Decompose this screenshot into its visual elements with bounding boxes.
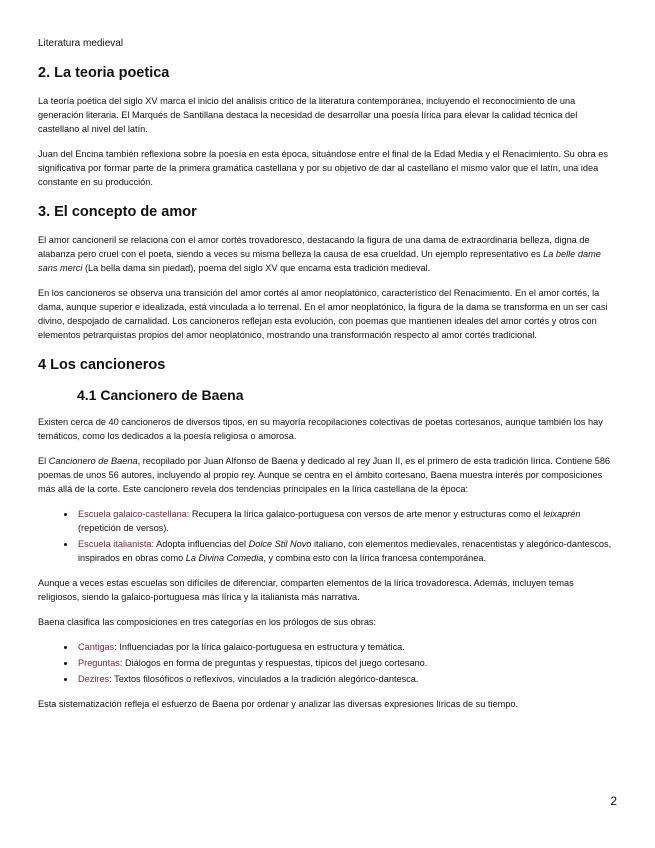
list-item-term: Cantigas	[78, 642, 115, 652]
text-run: El amor cancioneril se relaciona con el amor cortés trovadoresco, destacando la figura de una dama de extraordinaria belleza, digna de alabanza pero cruel con el poeta, siendo a veces su misma belleza la causa de esa crueldad. Un ejemplo representativo es	[38, 235, 590, 259]
paragraph	[38, 454, 616, 496]
list-item	[76, 507, 616, 535]
page-content	[38, 64, 616, 722]
running-header: Literatura medieval	[38, 38, 124, 49]
list-item-term: Dezires	[78, 674, 110, 684]
list-item-term: Escuela italianista:	[78, 539, 155, 549]
categories-list	[38, 640, 616, 686]
subsection-heading-cancionero-baena: 4.1 Cancionero de Baena	[77, 387, 244, 403]
text-run: : Diálogos en forma de preguntas y respuestas, típicos del juego cortesano.	[119, 658, 428, 668]
list-item	[76, 656, 616, 670]
paragraph: La teoría poética del siglo XV marca el inicio del análisis crítico de la literatura contemporánea, incluyendo el reconocimiento de una generación literaria. El Marqués de Santillana destaca la necesidad de desarrollar una poesía lírica para elevar la calidad técnica del castellano al nivel del latín.	[38, 96, 578, 134]
italic-title: La Divina Comedia	[185, 553, 264, 563]
page-number: 2	[610, 794, 617, 808]
paragraph: Aunque a veces estas escuelas son difíciles de diferenciar, comparten elementos de la lírica trovadoresca. Además, incluyen temas religiosos, siendo la galaico-portuguesa más lírica y la italianista más narrativa.	[38, 578, 574, 602]
list-item	[76, 537, 616, 565]
paragraph: Existen cerca de 40 cancioneros de diversos tipos, en su mayoría recopilaciones colectivas de poetas cortesanos, aunque también los hay temáticos, como los dedicados a la poesía religiosa o amorosa.	[38, 417, 603, 441]
italic-term: leixaprén	[543, 509, 581, 519]
text-run: italiano, con elementos medievales, renacentistas y alegórico-dantescos, inspirados en obras como	[78, 539, 612, 563]
section-heading-teoria-poetica: 2. La teoria poetica	[38, 65, 170, 81]
list-item	[76, 640, 616, 654]
text-run: Recupera la lírica galaico-portuguesa con versos de arte menor y estructuras como el	[189, 509, 544, 519]
paragraph: Juan del Encina también reflexiona sobre la poesía en esta época, situándose entre el final de la Edad Media y el Renacimiento. Su obra es significativa por formar parte de la primera gramática castellana y por su objetivo de dar al castellano el mismo valor que el latín, una idea constante en su producción.	[38, 149, 608, 187]
text-run: Adopta influencias del	[154, 539, 249, 549]
italic-title: La belle dame sans merci	[38, 249, 601, 273]
paragraph: Esta sistematización refleja el esfuerzo de Baena por ordenar y analizar las diversas expresiones líricas de su tiempo.	[38, 699, 519, 709]
text-run: , y combina esto con la lírica francesa contemporánea.	[263, 553, 487, 563]
section-heading-cancioneros: 4 Los cancioneros	[38, 357, 166, 373]
italic-term: Dolce Stil Novo	[248, 539, 312, 549]
paragraph	[38, 233, 616, 275]
text-run: El	[38, 456, 49, 466]
list-item	[76, 672, 616, 686]
schools-list	[38, 507, 616, 565]
text-run: , recopilado por Juan Alfonso de Baena y dedicado al rey Juan II, es el primero de esta tradición lírica. Contiene 586 poemas de unos 56 autores, incluyendo al propio rey. Aunque se centra en el ámbito cortesano, Baena muestra interés por composiciones más allá de la corte. Este cancionero revela dos tendencias principales en la lírica castellana de la época:	[38, 456, 611, 494]
text-run: (repetición de versos).	[78, 523, 169, 533]
text-run: (La bella dama sin piedad), poema del siglo XV que encarna esta tradición medieval.	[82, 263, 431, 273]
italic-title: Cancionero de Baena	[48, 456, 138, 466]
paragraph: En los cancioneros se observa una transición del amor cortés al amor neoplatónico, característico del Renacimiento. En el amor cortés, la dama, aunque superior e idealizada, está vinculada a lo terrenal. En el amor neoplatónico, la figura de la dama se transforma en un ser casi divino, despojado de carnalidad. Los cancioneros reflejan esta evolución, con poemas que mantienen ideales del amor cortés y otros con elementos petrarquistas propios del amor neoplatónico, mostrando una transformación respecto al amor cortés tradicional.	[38, 288, 608, 340]
text-run: : Influenciadas por la lírica galaico-portuguesa en estructura y temática.	[114, 642, 405, 652]
text-run: : Textos filosóficos o reflexivos, vinculados a la tradición alegórico-dantesca.	[109, 674, 419, 684]
list-item-term: Preguntas	[78, 658, 120, 668]
paragraph: Baena clasifica las composiciones en tres categorías en los prólogos de sus obras:	[38, 617, 377, 627]
list-item-term: Escuela galaico-castellana:	[78, 509, 190, 519]
section-heading-concepto-amor: 3. El concepto de amor	[38, 204, 197, 220]
